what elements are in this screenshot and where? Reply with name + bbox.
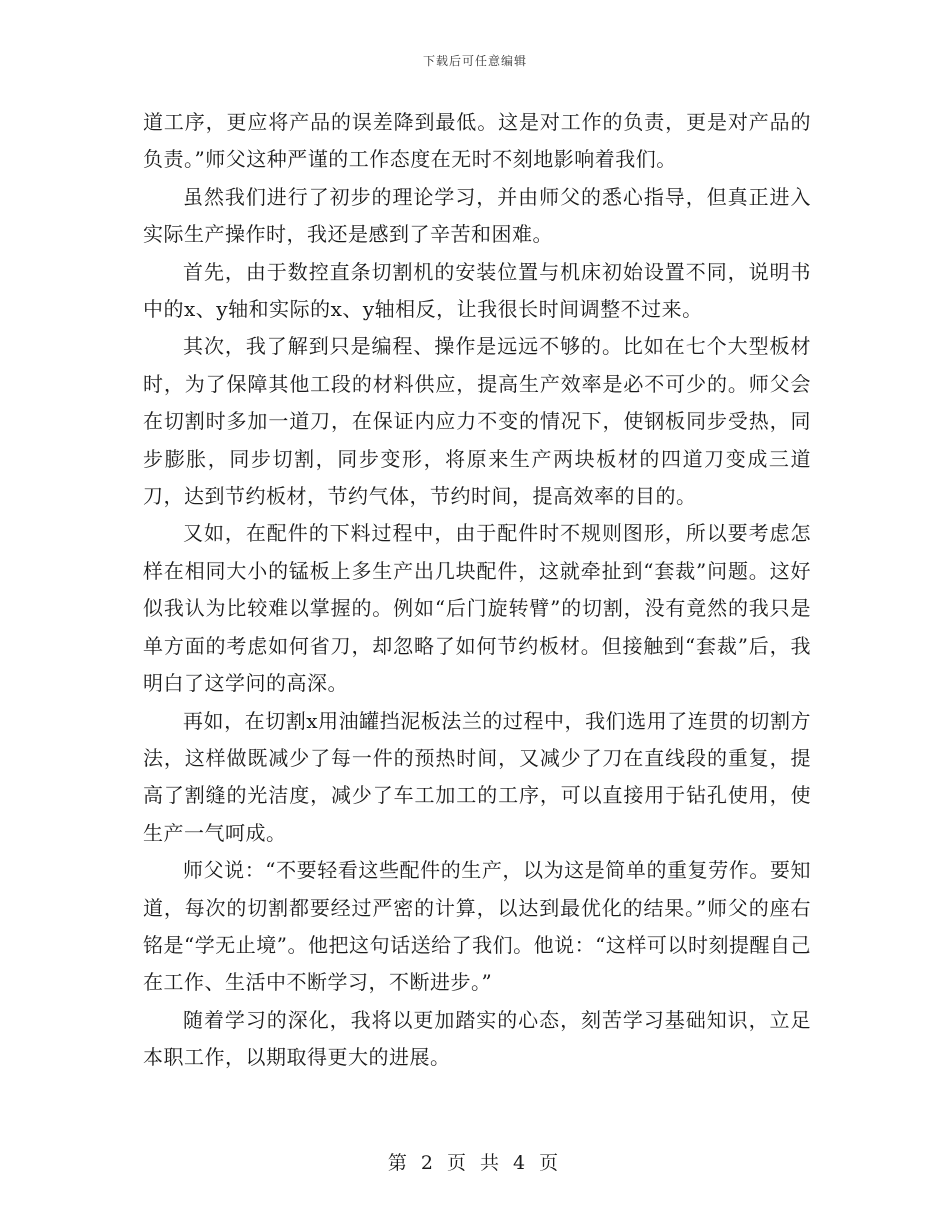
paragraph-3: 首先，由于数控直条切割机的安装位置与机床初始设置不同，说明书中的x、y轴和实际的x、y轴相反，让我很长时间调整不过来。 — [143, 259, 811, 322]
paragraph-7: 师父说：“不要轻看这些配件的生产，以为这是简单的重复劳作。要知道，每次的切割都要经过严密的计算，以达到最优化的结果。”师父的座右铭是“学无止境”。他把这句话送给了我们。他说：“这样可以时刻提醒自己在工作、生活中不断学习，不断进步。” — [143, 858, 811, 995]
paragraph-4: 其次，我了解到只是编程、操作是远远不够的。比如在七个大型板材时，为了保障其他工段的材料供应，提高生产效率是必不可少的。师父会在切割时多加一道刀，在保证内应力不变的情况下，使钢板同步受热，同步膨胀，同步切割，同步变形，将原来生产两块板材的四道刀变成三道刀，达到节约板材，节约气体，节约时间，提高效率的目的。 — [143, 334, 811, 509]
paragraph-1: 道工序，更应将产品的误差降到最低。这是对工作的负责，更是对产品的负责。”师父这种严谨的工作态度在无时不刻地影响着我们。 — [143, 110, 811, 172]
paragraph-2: 虽然我们进行了初步的理论学习，并由师父的悉心指导，但真正进入实际生产操作时，我还是感到了辛苦和困难。 — [143, 184, 811, 247]
paragraph-5: 又如，在配件的下料过程中，由于配件时不规则图形，所以要考虑怎样在相同大小的锰板上多生产出几块配件，这就牵扯到“套裁”问题。这好似我认为比较难以掌握的。例如“后门旋转臂”的切割，没有竟然的我只是单方面的考虑如何省刀，却忽略了如何节约板材。但接触到“套裁”后，我明白了这学问的高深。 — [143, 521, 811, 696]
paragraph-6: 再如，在切割x用油罐挡泥板法兰的过程中，我们选用了连贯的切割方法，这样做既减少了每一件的预热时间，又减少了刀在直线段的重复，提高了割缝的光洁度，减少了车工加工的工序，可以直接用于钻孔使用，使生产一气呵成。 — [143, 708, 811, 845]
document-body — [143, 104, 811, 1077]
page-number: 第 2 页 共 4 页 — [387, 1152, 563, 1174]
paragraph-8: 随着学习的深化，我将以更加踏实的心态，刻苦学习基础知识，立足本职工作，以期取得更大的进展。 — [143, 1007, 811, 1070]
page-header: 下载后可任意编辑 — [422, 54, 527, 68]
